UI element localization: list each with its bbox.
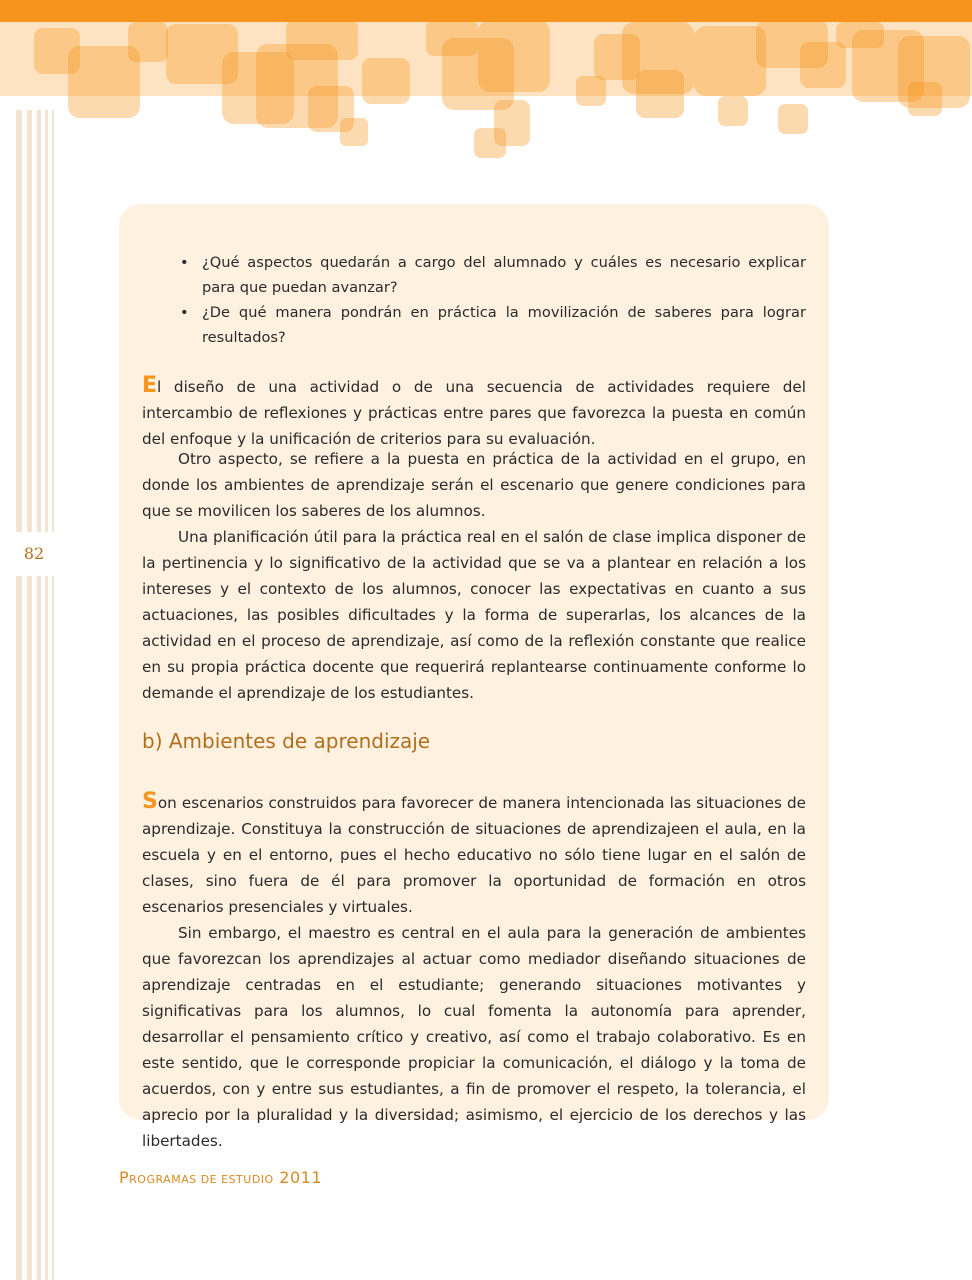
main-content [142, 250, 806, 1154]
paragraph: Una planificación útil para la práctica real en el salón de clase implica disponer de la pertinencia y lo significativo de la actividad que se va a plantear en relación a los intereses y el contexto de los alumnos, conocer las expectativas en cuanto a sus actuaciones, las posibles dificultades y la forma de superarlas, los alcances de la actividad en el proceso de aprendizaje, así como de la reflexión constante que realice en su propia práctica docente que requerirá replantearse continuamente conforme lo demande el aprendizaje de los estudiantes. [142, 528, 806, 702]
paragraph: Otro aspecto, se refiere a la puesta en práctica de la actividad en el grupo, en donde los ambientes de aprendizaje serán el escenario que genere condiciones para que se movilicen los saberes de los alumnos. [142, 450, 806, 520]
bullet-list [142, 250, 806, 350]
footer-title: ROGRAMAS DE ESTUDIO [129, 1173, 274, 1186]
paragraph: Sin embargo, el maestro es central en el aula para la generación de ambientes que favorezcan los aprendizajes al actuar como mediador diseñando situaciones de aprendizaje centradas en el estudiante; generando situaciones motivantes y significativas para los alumnos, lo cual fomenta la autonomía para aprender, desarrollar el pensamiento crítico y creativo, así como el trabajo colaborativo. Es en este sentido, que le corresponde propiciar la comunicación, el diálogo y la toma de acuerdos, con y entre sus estudiantes, a fin de promover el respeto, la tolerancia, el aprecio por la pluralidad y la diversidad; asimismo, el ejercicio de los derechos y las libertades. [142, 924, 806, 1150]
page-number: 82 [0, 532, 68, 576]
paragraph [142, 374, 806, 452]
footer [119, 1166, 322, 1192]
footer-year: 2011 [279, 1168, 323, 1187]
section-heading: b) Ambientes de aprendizaje [142, 729, 431, 753]
list-item: • ¿De qué manera pondrán en práctica la movilización de saberes para lograr resultados? [202, 300, 806, 350]
drop-cap: E [142, 373, 158, 398]
paragraph-text: on escenarios construidos para favorecer de manera intencionada las situaciones de aprendizaje. Constituya la construcción de situaciones de aprendizajeen el aula, en la escuela y en el entorno, pues el hecho educativo no sólo tiene lugar en el salón de clases, sino fuera de él para promover la oportunidad de formación en otros escenarios presenciales y virtuales. [142, 794, 806, 916]
paragraph-text: l diseño de una actividad o de una secuencia de actividades requiere del intercambio de reflexiones y prácticas entre pares que favorezca la puesta en común del enfoque y la unificación de criterios para su evaluación. [142, 378, 806, 448]
header-decoration [0, 0, 972, 170]
left-stripes-decoration [0, 0, 60, 1280]
paragraph [142, 790, 806, 920]
drop-cap: S [142, 789, 158, 814]
list-item: • ¿Qué aspectos quedarán a cargo del alumnado y cuáles es necesario explicar para que puedan avanzar? [202, 250, 806, 300]
footer-first-letter: P [119, 1168, 130, 1187]
